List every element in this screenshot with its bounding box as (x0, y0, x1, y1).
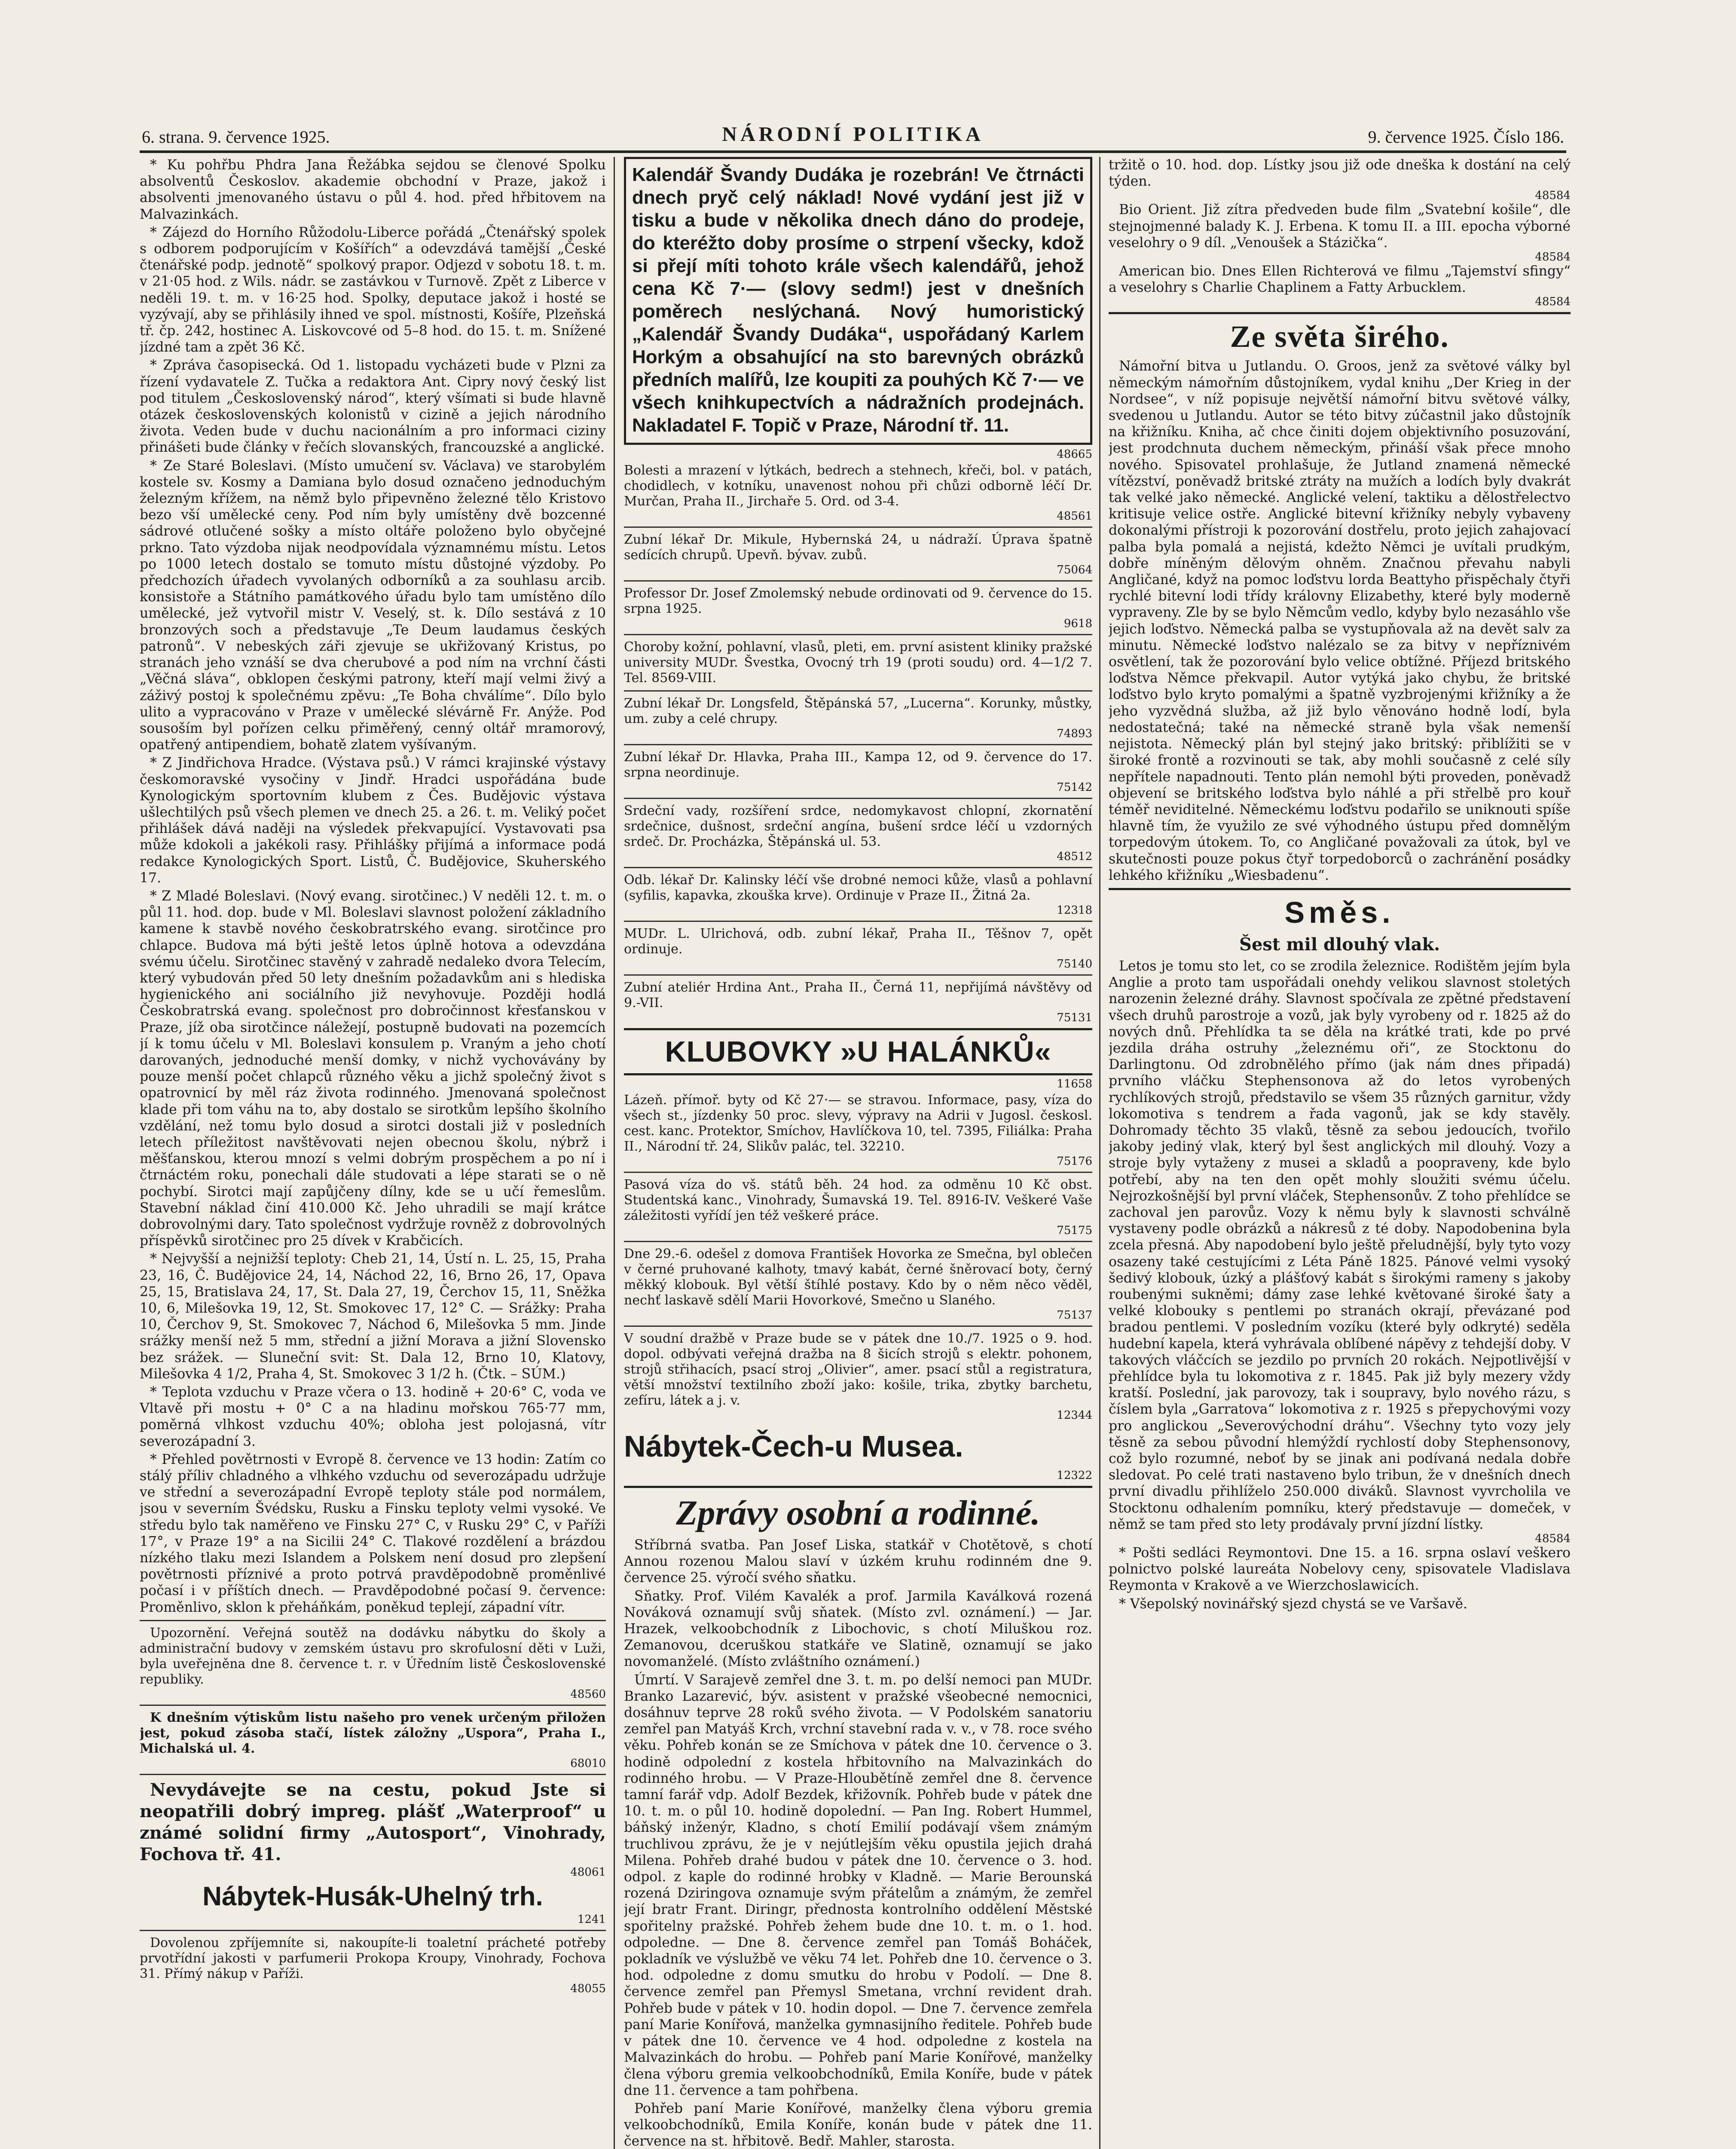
ad-number: 48561 (1057, 510, 1092, 523)
divider (624, 921, 1092, 922)
advertisement: Choroby kožní, pohlavní, vlasů, pleti, em. první asistent kliniky pražské university MUDr. Švestka, Ovocný trh 19 (proti soudu) ord. 4—1/2 7. Tel. 8569-VIII. (624, 640, 1092, 686)
advertisement: Bolesti a mrazení v lýtkách, bedrech a stehnech, křeči, bol. v patách, chodidlech, v kotníku, unavenost nohou při chůzi odborně léčí Dr. Murčan, Praha II., Jirchaře 5. Ord. od 3-4. (624, 463, 1092, 509)
ad-number: 75142 (1057, 781, 1092, 794)
furniture-advertisement: Nábytek-Čech-u Musea. (624, 1430, 963, 1463)
section-title: Směs. (1284, 895, 1395, 929)
divider (140, 1774, 606, 1775)
divider (624, 580, 1092, 582)
advertisement-text: Kalendář Švandy Dudáka je rozebrán! Ve čtrnácti dnech pryč celý náklad! Nové vydání jest již v tisku a bude v několika dnech dáno do prodeje, do kteréžto doby prosíme o strpení všecky, kdož si přejí míti tohoto krále všech kalendářů, jehož cena Kč 7·— (slovy sedm!) jest v dnešních poměrech neslýchaná. Nový humoristický „Kalendář Švandy Dudáka“, uspořádaný Karlem Horkým a obsahující na sto barevných obrázků předních malířů, lze koupiti za pouhých Kč 7·— ve všech knihkupectvích a nádražních prodejnách. Nakladatel F. Topič v Praze, Národní tř. 11. (632, 164, 1084, 436)
divider (140, 1930, 606, 1931)
divider (624, 690, 1092, 692)
klubovky-advertisement: KLUBOVKY »U HALÁNKŮ« (624, 1028, 1092, 1075)
divider (624, 798, 1092, 799)
page-header (142, 122, 1564, 153)
ad-number: 48584 (1535, 189, 1571, 202)
news-item: * Všepolský novinářský sjezd chystá se ve Varšavě. (1119, 1596, 1467, 1612)
column-rule (614, 157, 615, 2149)
ad-number: 75137 (1057, 1309, 1092, 1322)
news-item: * Nejvyšší a nejnižší teploty: Cheb 21, 14, Ústí n. L. 25, 15, Praha 23, 16, Č. Budějovice 24, 14, Náchod 22, 16, Brno 26, 17, Opava 25, 15, Bratislava 24, 17, St. Dala 27, 19, Čerchov 15, 11, Sněžka 10, 6, Milešovka 19, 12, St. Smokovec 17, 12° C. — Srážky: Praha 10, Čerchov 9, St. Smokovec 7, Náchod 6, Milešovka 5 mm. Jinde srážky menší než 5 mm, střední a jižní Morava a jižní Slovensko bez srážek. — Sluneční svit: St. Dala 12, Brno 10, Klatovy, Milešovka 4 1/2, Praha 4, St. Smokovec 3 1/2 h. (Čtk. – SÚM.) (140, 1251, 606, 1382)
ad-number: 12322 (1057, 1469, 1092, 1482)
ad-number: 75140 (1057, 958, 1092, 970)
news-item: * Přehled povětrnosti v Evropě 8. července ve 13 hodin: Zatím co stálý příliv chladného a vlhkého vzduchu od severozápadu udržuje ve střední a severozápadní Evropě teploty stále pod normálem, jsou v severním Švédsku, Rusku a Finsku teploty velmi vysoké. Ve středu bylo tak naměřeno ve Finsku 27° C, v Rusku 29° C, v Paříži 17°, v Praze 19° a na Sicilii 24° C. Tlakové rozdělení a brázdou nízkého tlaku mezi Islandem a Polskem není dosud pro zlepšení povětrnosti příznivé a proto potrvá pravděpodobně proměnlivé počasí i v příštích dnech. — Pravděpodobné počasí 9. července: Proměnlivo, sklon k přeháňkám, poněkud teplejí, západní vítr. (140, 1451, 606, 1615)
news-item: * Teplota vzduchu v Praze včera o 13. hodině + 20·6° C, voda ve Vltavě při mostu + 0° C a na hladinu mořskou 765·77 mm, poměrná vlhkost vzduchu 40%; obloha jest polojasná, vítr severozápadní 3. (140, 1384, 606, 1449)
news-item: Bio Orient. Již zítra předveden bude film „Svatební košile“, dle stejnojmenné balady K. J. Erbena. K tomu II. a III. epocha výborné veselohry o 9 díl. „Venoušek a Stázička“. (1109, 202, 1571, 251)
advertisement: Zubní lékař Dr. Mikule, Hybernská 24, u nádraží. Úprava špatně sedících chrupů. Upevň. bývav. zubů. (624, 532, 1092, 563)
advertisement: Lázeň. přímoř. byty od Kč 27·— se stravou. Informace, pasy, víza do všech st., jízdenky 50 proc. slevy, výpravy na Adrii v Jugosl. českosl. cest. kanc. Protektor, Smíchov, Havlíčkova 10, tel. 7395, Filiálka: Praha II., Národní tř. 24, Slikův palác, tel. 32210. (624, 1093, 1092, 1154)
news-item: Stříbrná svatba. Pan Josef Liska, statkář v Chotětově, s chotí Annou rozenou Malou slaví v úzkém kruhu rodinném dne 9. července 25. výročí svého sňatku. (624, 1537, 1092, 1586)
ad-number: 75175 (1057, 1224, 1092, 1237)
ad-number: 12344 (1057, 1409, 1092, 1422)
advertisement: K dnešním výtiskům listu našeho pro venek určeným přiložen jest, pokud zásoba stačí, lístek záložny „Uspora“, Praha I., Michalská ul. 4. (140, 1710, 606, 1756)
divider (624, 1172, 1092, 1173)
column-1 (140, 157, 606, 2149)
column-3 (1109, 157, 1571, 2149)
divider (624, 1326, 1092, 1327)
advertisement: Pasová víza do vš. států běh. 24 hod. za odměnu 10 Kč obst. Studentská kanc., Vinohrady, Šumavská 19. Tel. 8916-IV. Veškeré Vaše záležitosti vyřídí jen též veškeré práce. (624, 1177, 1092, 1223)
advertisement-headline: Nábytek-Husák-Uhelný trh. (202, 1881, 543, 1911)
ad-number: 48061 (570, 1865, 606, 1879)
news-item: * Ku pohřbu Phdra Jana Řežábka sejdou se členové Spolku absolventů Českoslov. akademie obchodní v Praze, jakož i absolventi jmenovaného ústavu o půl 4. hod. před hřbitovem na Malvazinkách. (140, 157, 606, 222)
news-item: * Zpráva časopisecká. Od 1. listopadu vycházeti bude v Plzni za řízení vydavatele Z. Tučka a redaktora Ant. Cipry nový český list pod titulem „Československý národ“, který všímati si bude hlavně otázek československých kolonistů v cizině a jejich národního života. Veden bude v duchu nacionálním a pro informaci ciziny přinášeti bude články v řečích slovanských, francouzské a anglické. (140, 358, 606, 456)
masthead: NÁRODNÍ POLITIKA (722, 123, 984, 146)
ad-number: 75176 (1057, 1155, 1092, 1168)
news-item: American bio. Dnes Ellen Richterová ve filmu „Tajemství sfingy“ a veselohry s Charlie Chaplinem a Fatty Arbucklem. (1109, 263, 1571, 296)
advertisement: MUDr. L. Ulrichová, odb. zubní lékař, Praha II., Těšnov 7, opět ordinuje. (624, 926, 1092, 957)
news-item: Úmrtí. V Sarajevě zemřel dne 3. t. m. po delší nemoci pan MUDr. Branko Lazarević, býv. asistent v pražské všeobecné nemocnici, dosáhnuv teprve 28 roků svého života. — V Podolském sanatoriu zemřel pan Matyáš Krch, vrchní stavební rada v. v., v 78. roce svého věku. Pohřeb konán se ze Smíchova v pátek dne 10. července o 3. hodině odpolední z kostela hřbitovního na Malvazinkách do rodinného hrobu. — V Praze-Hloubětíně zemřel dne 8. července tamní farář vdp. Adolf Bezdek, křižovník. Pohřeb bude v pátek dne 10. t. m. o půl 10. hodině dopolední. — Pan Ing. Robert Hummel, báňský inženýr, Kladno, s chotí Emilií podávají všem známým truchlivou zprávu, že je v nejútlejším věku opustila jejich drahá Milena. Pohřeb drahé budou v pátek dne 10. července o 3. hod. odpol. z kaple do rodinné hrobky v Kladně. — Marie Berounská rozená Dziringova oznamuje svým přátelům a známým, že zemřel její bratr Frant. Diringr, přednosta kontrolního oddělení Městské spořitelny pražské. Pohřeb žehem bude dne 10. t. m. o 1. hod. odpoledne. — Dne 8. července zemřel pan Tomáš Boháček, pokladník ve výslužbě ve věku 74 let. Pohřeb dne 10. července o 3. hod. odpoledne z domu smutku do hrobu v Podolí. — Dne 8. července zemřel pan Přemysl Smetana, vrchní revident drah. Pohřeb bude v pátek v 10. hodin dopol. — Dne 7. července zemřela paní Marie Konířová, manželka gymnasijního ředitele. Pohřeb bude v pátek dne 10. července ve 4 hod. odpoledne z kostela na Malvazinkách do hrobu. — Pohřeb paní Marie Konířové, manželky člena výboru gremia velkoobchodníků, Emila Koníře, bude v pátek dne 11. července a tam pohřbena. (624, 1672, 1092, 2098)
advertisement: Professor Dr. Josef Zmolemský nebude ordinovati od 9. července do 15. srpna 1925. (624, 586, 1092, 616)
advertisement: Nevydávejte se na cestu, pokud Jste si neopatřili dobrý impreg. plášť „Waterproof“ u známé solidní firmy „Autosport“, Vinohrady, Fochova tř. 41. (140, 1779, 606, 1864)
news-item: tržitě o 10. hod. dop. Lístky jsou již ode dneška k dostání na celý týden. (1109, 157, 1571, 190)
advertisement: Dne 29.-6. odešel z domova František Hovorka ze Smečna, byl oblečen v černé pruhované kalhoty, tmavý kabát, černé šněrovací boty, černý měkký klobouk. Byl větší štíhlé postavy. Kdo by o něm něco věděl, nechť laskavě sdělí Marii Hovorkové, Smečno u Slaného. (624, 1246, 1092, 1308)
advertisement: V soudní dražbě v Praze bude se v pátek dne 10./7. 1925 o 9. hod. dopol. odbývati veřejná dražba na 8 šicích strojů s elektr. pohonem, strojů střihacích, psací stroj „Olivier“, amer. psací stůl a registratura, větší množství textilního zboží jako: košile, trika, zbytky barchetu, zefíru, látek a j. v. (624, 1331, 1092, 1408)
ad-number: 74893 (1057, 727, 1092, 740)
ad-number: 48584 (1535, 251, 1571, 264)
news-item: * Z Jindřichova Hradce. (Výstava psů.) V rámci krajinské výstavy českomoravské vysočiny v Jindř. Hradci uspořádána bude Kynologickým sportovním klubem z Čes. Budějovic výstava ušlechtilých psů všech plemen ve dnech 25. a 26. t. m. Veliký počet přihlášek dává naději na výsledek překvapující. Vystavovati psa může kdokoli a jakékoli rasy. Přihlášky přijímá a informace podá redakce Kynologických Sport. Listů, Č. Budějovice, Skuherského 17. (140, 755, 606, 886)
ad-number: 1241 (577, 1913, 606, 1926)
divider (624, 974, 1092, 976)
news-item: Pohřeb paní Marie Konířové, manželky člena výboru gremia velkoobchodníků, Emila Koníře, konán bude v pátek dne 11. července na st. hřbitově. Bedř. Mahler, starosta. (624, 2100, 1092, 2149)
ad-number: 11658 (1057, 1078, 1092, 1090)
divider (624, 867, 1092, 868)
news-item: Sňatky. Prof. Vilém Kavalék a prof. Jarmila Kaválková rozená Nováková oznamují svůj sňatek. (Místo zvl. oznámení.) — Jar. Hrazek, velkoobchodník z Libochovic, s chotí Miluškou roz. Zemanovou, dceruškou statkáře ve Slatině, oznamují se jako novomanželé. (Místo zvláštního oznámení.) (624, 1588, 1092, 1670)
divider (1109, 888, 1571, 890)
section-title: Zprávy osobní a rodinné. (676, 1493, 1040, 1532)
header-rule (140, 150, 1566, 153)
divider (140, 1620, 606, 1621)
article-subtitle: Šest mil dlouhý vlak. (1239, 934, 1440, 955)
news-item: Námořní bitva u Jutlandu. O. Groos, jenž za světové války byl německým námořním důstojníkem, vydal knihu „Der Krieg in der Nordsee“, v níž popisuje největší námořní bitvu světové války, svedenou u Jutlandu. Autor se této bitvy zúčastnil jako důstojník na křižníku. Kniha, ač chce činiti dojem objektivního posuzování, jest prodchnuta duchem německým, přináší však přece mnoho nového. Spisovatel prohlašuje, že Jutland znamená německé vítězství, poněvadž britské ztráty na mužích a lodích byly dvakrát tak velké jako německé. Anglické velení, taktiku a dělostřelectvo kritisuje velice ostře. Anglické bitevní křižníky nebyly vybaveny dokonalými přístroji k pozorování dostřelu, proto jejich zahajovací palba byla pomalá a nejistá, kdežto Němci je uvítali prudkým, dobře míněným dělovým ohněm. Značnou převahu nabyli Angličané, když na pomoc loďstvu lorda Beattyho přispěchaly čtyři rychlé bitevní lodi třídy královny Elizabethy, které byly moderně vypraveny. Zle by se bylo Němcům vedlo, kdyby bylo nezasáhlo vše jejich loďstvo. Německá palba se vystupňovala až na devět salv za minutu. Německé loďstvo nalézalo se za bitvy v nepříznivém osvětlení, tak že pozorování bylo velice obtížné. Příjezd britského loďstva Němce překvapil. Autor vytýká jako chybu, že britské loďstvo bylo kryto pomalými a špatně vyzbrojenými křižníky a že jeho vyzvědná služba, až již bylo věnováno hodně lodí, byla nedostatečná; také na německé straně byla však nemenší nejistota. Německý plán byl stejný jako britský: přiblížiti se v široké frontě a rozvinouti se tak, aby mohli současně z celé síly nepřítele napadnouti. Tento plán nemohl býti proveden, poněvadž objevení se britského loďstva bylo náhlé a při střelbě pro kouř téměř neviditelné. Německému loďstvu podařilo se uniknouti spíše hlavně tím, že využilo ze své výhodného ústupu před domnělým torpedovým útokem. To, co Angličané považovali za útok, byl ve skutečnosti pouze pokus čtyř torpedoborců o zachránění posádky lehkého křižníku „Wiesbadenu“. (1109, 358, 1571, 883)
ad-number: 12318 (1057, 904, 1092, 917)
ad-number: 9618 (1064, 617, 1092, 630)
divider (624, 744, 1092, 745)
calendar-advertisement (624, 157, 1092, 445)
advertisement: Upozornění. Veřejná soutěž na dodávku nábytku do školy a administrační budovy v zemském ústavu pro skrofulosní děti v Luži, byla uveřejněna dne 8. července t. r. v Úředním listě Československé republiky. (140, 1625, 606, 1687)
ad-number: 48560 (570, 1687, 606, 1701)
column-2 (624, 157, 1092, 2149)
divider (1109, 312, 1571, 314)
divider (624, 634, 1092, 635)
news-item: * Z Mladé Boleslavi. (Nový evang. sirotčinec.) V neděli 12. t. m. o půl 11. hod. dop. bude v Ml. Boleslavi slavnost položení základního kamene k stavbě nového českobratrského evang. sirotčince pro chlapce. Budova má býti ještě letos úplně hotova a odevzdána svému účelu. Sirotčinec stavěný v zahradě nedaleko dvora Telecím, který vybudován před 50 lety dnešním požadavkům ani s hlediska hygienického ani sociálního již nevyhovuje. Později hodlá Českobratrská evang. společnost pro dobročinnost křesťanskou v Praze, jíž oba sirotčince náležejí, postupně budovati na pozemcích jí k tomu účelu v Ml. Boleslavi konsulem p. Vraným a jeho chotí darovaných, jednoduché menší domky, v nichž vychovávány by pouze menší počet chlapců různého věku a jichž společný život s opatrovnicí by měl ráz života rodinného. Jmenovaná společnost klade při tom váhu na to, aby dostalo se sirotkům lepšího školního vzdělání, než tomu bylo dosud a sirotci dostali již v posledních letech příležitost navštěvovati nejen obecnou školu, nýbrž i měšťanskou, kterou mnozí s velmi dobrým prospěchem a po ní i čtrnáctém roku, ponechali dále studovati a lépe starati se o ně pochybí. Sirotci mají zapůjčeny dílny, kde se u učí řemeslům. Stavební náklad činí 410.000 Kč. Jeho uhradili se mají krátce dobrovolnými dary. Tato společnost vydržuje rovněž z dobrovolných příspěvků sirotčinec pro 25 dívek v Krabčicích. (140, 888, 606, 1249)
ad-number: 48055 (570, 1982, 606, 1995)
news-item: * Pošti sedláci Reymontovi. Dne 15. a 16. srpna oslaví veškero polnictvo polské laureáta Nobelovy ceny, spisovatele Vladislava Reymonta v Krakově a ve Wierzchoslawicích. (1109, 1545, 1571, 1594)
ad-number: 48584 (1535, 295, 1571, 309)
ad-number: 75131 (1057, 1011, 1092, 1024)
ad-number: 48512 (1057, 850, 1092, 863)
divider (624, 1486, 1092, 1488)
ad-number: 48665 (1057, 448, 1092, 461)
advertisement: Zubní ateliér Hrdina Ant., Praha II., Černá 11, nepřijímá návštěvy od 9.-VII. (624, 980, 1092, 1010)
ad-number: 48584 (1535, 1532, 1571, 1546)
divider (140, 1705, 606, 1706)
ad-number: 68010 (570, 1757, 606, 1770)
ad-number: 75064 (1057, 563, 1092, 576)
news-item: Letos je tomu sto let, co se zrodila železnice. Rodištěm jejím byla Anglie a proto tam uspořádali onehdy velikou slavnost stoletých narozenin železné dráhy. Slavnost spočívala ze zpětné představení všech druhů parostroje a vozů, jak byly vyrobeny od r. 1825 až do nových dnů. Přehlídka ta se děla na krátké trati, kde po prvé jezdila dráha ostruhy „železnému oři“, ze Stocktonu do Darlingtonu. Od zdrobnělého přímo (jak nám dnes připadá) prvního vláčku Stephensonova až do letos vyrobených rychlíkových strojů, představilo se všem 35 různých garnitur, vždy lokomotiva s tendrem a řada vagonů, jak se kdy stavěly. Dohromady těchto 35 vlaků, těsně za sebou jedoucích, tvořilo jakoby jediný vlak, který byl šest anglických mil dlouhý. Vozy a stroje byly vytaženy z musei a skladů a poopraveny, kde bylo potřebí, aby na ten den opět mohly sloužiti svému účelu. Nejrozkošnější byl první vláček, Stephensonův. Z toho přehlídce se zachoval jen parovůz. Vozy k němu byly k slavnosti schválně vystaveny podle obrázků a nákresů z té doby. Napodobenina byla zcela přesná. Aby napodobení bylo ještě přeludnější, byly tyto vozy osazeny také cestujícími z Léta Páně 1825. Pánové velmi vysoký šedivý klobouk, úzký a plášťový kabát s širokými rameny s jakoby roubenými sukněmi; dámy zase lehké květované široké šaty a velké klobouky s pentlemi po stranách okrají, převázané pod bradou pentlemi. V posledním vozíku (které byly odkryté) seděla hudební kapela, která vyhrávala oblíbené nápěvy z tehdejší doby. V takových vláčcích se jezdilo po prvních 20 rokách. Nejpotlivější v přehlídce byla tu lokomotiva z r. 1845. Pak již byly mezery vždy kratší. Poslední, jak parovozy, tak i soupravy, bylo nového rázu, s číslem byla „Garratova“ lokomotiva z r. 1925 s přepychovými vozy pro anglickou „Severovýchodní dráhu“. Všechny tyto vozy jely těsně za sebou původní hlemýždí rychlostí doby Stephensonovy, což bylo rozumné, neboť by se jinak ani podívaná nedala dobře sledovat. Po celé trati nastaveno bylo tribun, že v dnešních dnech první divadlu přihlíželo 250.000 diváků. Slavnost vyvrcholila ve Stocktonu odhalením pomníku, který představuje — domeček, v němž se tam před sto lety prodávaly první jízdní lístky. (1109, 958, 1571, 1532)
divider (624, 1241, 1092, 1242)
advertisement: Zubní lékař Dr. Longsfeld, Štěpánská 57, „Lucerna“. Korunky, můstky, um. zuby a celé chrupy. (624, 696, 1092, 726)
issue-number: 9. července 1925. Číslo 186. (1368, 127, 1564, 147)
news-item: * Zájezd do Horního Růžodolu-Liberce pořádá „Čtenářský spolek s odborem podporujícím v Košířích“ a odevzdává tamější „České čtenářské podp. jednotě“ spolkový prapor. Odjezd v sobotu 18. t. m. v 21·05 hod. z Wils. nádr. se zastávkou v Turnově. Zpět z Liberce v neděli 19. t. m. v 16·25 hod. Spolky, deputace jakož i hosté se vyzývají, aby se přihlásily ihned ve spol. místnosti, Košíře, Plzeňská tř. čp. 242, hostinec A. Liskovcové od 5–8 hod. do 15. t. m. Snížené jízdné tam a zpět 36 Kč. (140, 224, 606, 355)
column-rule (1099, 157, 1100, 2149)
page-number: 6. strana. 9. července 1925. (142, 127, 330, 147)
news-item: * Ze Staré Boleslavi. (Místo umučení sv. Václava) ve starobylém kostele sv. Kosmy a Damiana bylo dosud označeno jednoduchým železným křížem, na němž bylo připevněno železné tělo Kristovo bezo vší umělecké ceny. Pod ním byly umístěny dvě bozcenné sádrové otlučené sošky a místo oltáře položeno bylo obyčejné prkno. Tato výzdoba nijak neodpovídala významnému místu. Letos po 1000 letech dostalo se tomuto místu důstojné výzdoby. Po předchozích úřadech vyvolaných odborníků a za souhlasu arcib. konsistoře a Státního památkového úřadu bylo tam umístěno dílo umělecké, jež vytvořil mistr V. Veselý, st. k. Dílo sestává z 10 bronzových soch a představuje „Te Deum laudamus českých patronů“. V nebeských záři zjevuje se ukřižovaný Kristus, po stranách jeho vznáší se dva cherubové a pod ním na vrchní části „Věčná sláva“, obklopen českými patrony, kteří mají velmi živý a záživý postoj k společnému zpěvu: „Te Boha chválíme“. Dílo bylo ulito a vypracováno v Praze v umělecké slévárně Fr. Anýže. Pod sousoším byl pořízen celku přiměřený, cenný oltář mramorový, opatřený antipendiem, bohatě zlatem vyšívaným. (140, 458, 606, 753)
advertisement: Srdeční vady, rozšíření srdce, nedomykavost chlopní, zkornatění srdečnice, dušnost, srdeční angína, bušení srdce léčí u vzdorných srdeč. Dr. Procházka, Štěpánská ul. 53. (624, 803, 1092, 849)
section-title: Ze světa širého. (1230, 319, 1449, 354)
divider (624, 527, 1092, 528)
advertisement: Zubní lékař Dr. Hlavka, Praha III., Kampa 12, od 9. července do 17. srpna neordinuje. (624, 750, 1092, 780)
advertisement: Odb. lékař Dr. Kalinsky léčí vše drobné nemoci kůže, vlasů a pohlavní (syfilis, kapavka, zkouška krve). Ordinuje v Praze II., Žitná 2a. (624, 872, 1092, 903)
advertisement: Dovolenou zpříjemníte si, nakoupíte-li toaletní prácheté potřeby prvotřídní jakosti v parfumerii Prokopa Kroupy, Vinohrady, Fochova 31. Přímý nákup v Paříži. (140, 1935, 606, 1981)
